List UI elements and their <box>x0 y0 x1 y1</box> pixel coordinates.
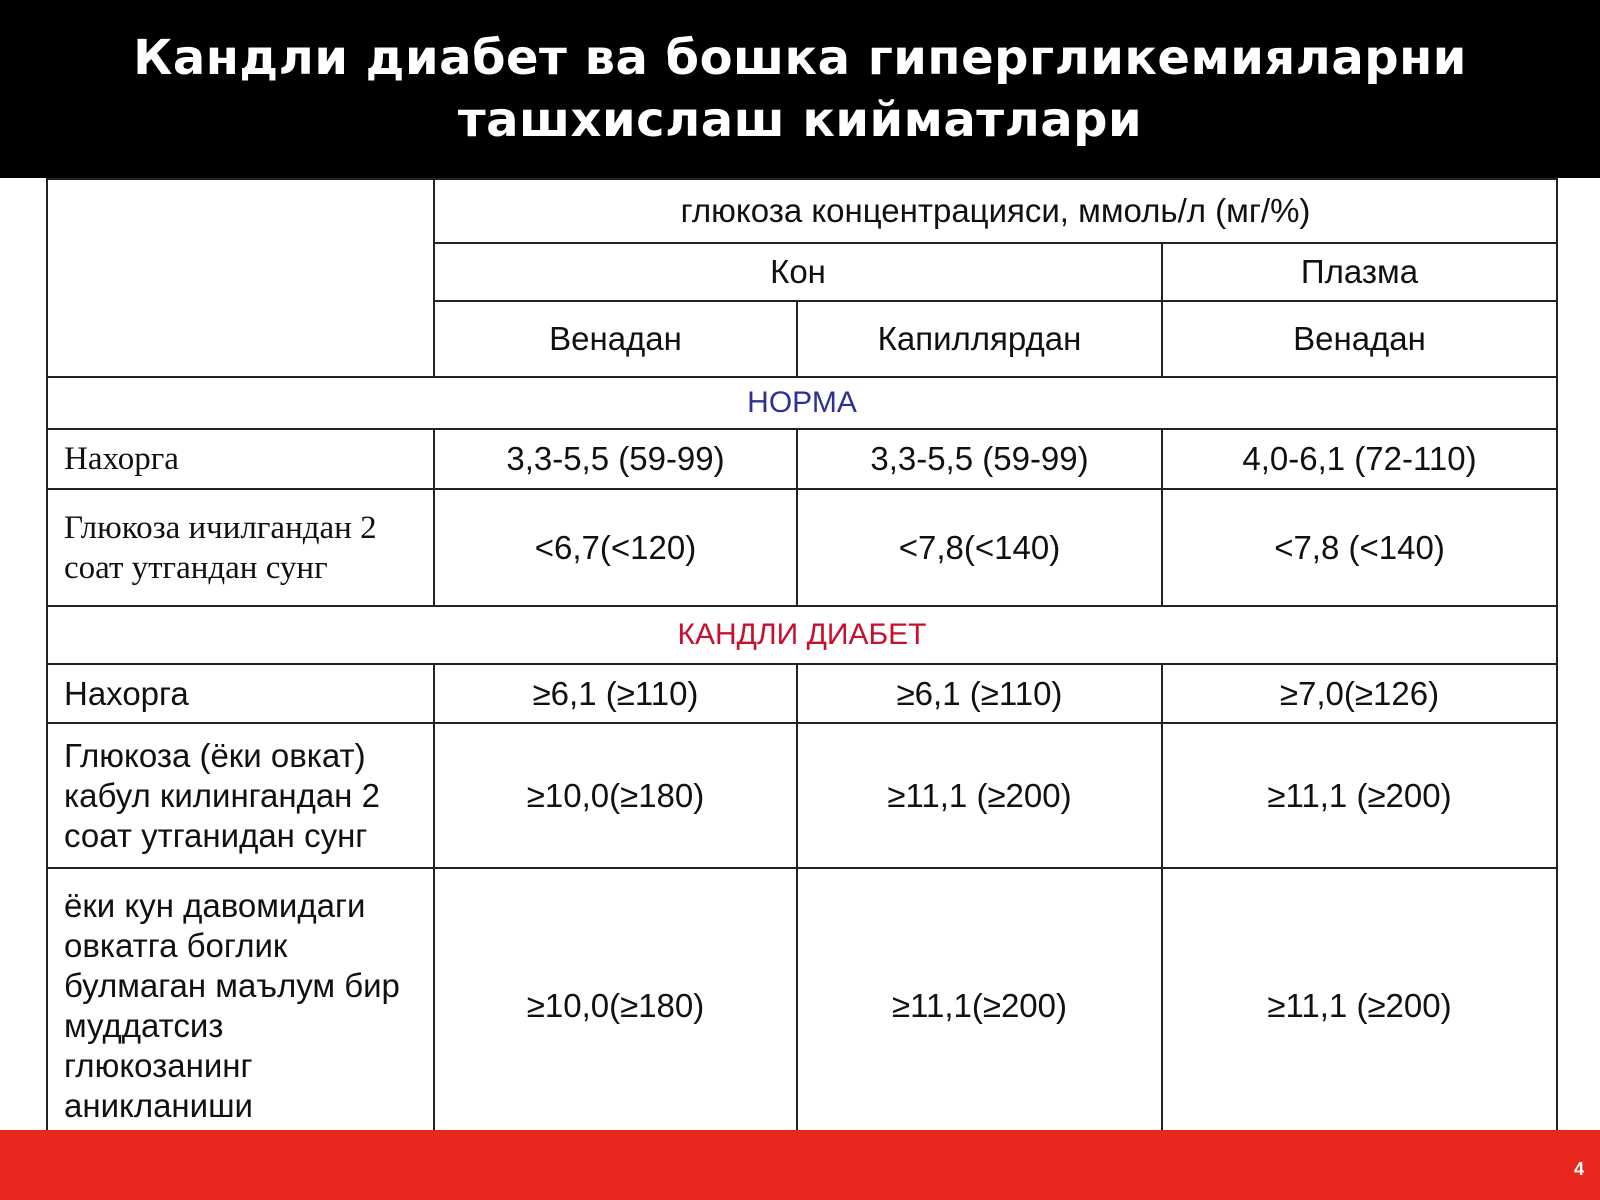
header-blood-capillary: Капиллярдан <box>797 301 1162 377</box>
cell-plasma-venous: <7,8 (<140) <box>1162 489 1557 606</box>
page-number: 4 <box>1573 1159 1584 1179</box>
cell-blood-venous: <6,7(<120) <box>434 489 797 606</box>
header-plasma-venous: Венадан <box>1162 301 1557 377</box>
slide-title-line-2: ташхислаш кийматлари <box>457 92 1143 148</box>
header-concentration: глюкоза концентрацияси, ммоль/л (мг/%) <box>434 179 1557 243</box>
cell-blood-venous: ≥6,1 (≥110) <box>434 664 797 723</box>
cell-blood-capillary: ≥11,1 (≥200) <box>797 723 1162 868</box>
row-label: Нахорга <box>47 429 434 489</box>
table-row <box>47 868 1557 1143</box>
row-label: Глюкоза (ёки овкат) кабул килингандан 2 соат утганидан сунг <box>47 723 434 868</box>
row-label: Нахорга <box>47 664 434 723</box>
table-row <box>47 723 1557 868</box>
diagnostic-values-table <box>46 178 1558 1144</box>
cell-plasma-venous: ≥7,0(≥126) <box>1162 664 1557 723</box>
row-label: Глюкоза ичилгандан 2 соат утгандан сунг <box>47 489 434 606</box>
header-blood: Кон <box>434 243 1162 301</box>
header-row-concentration <box>47 179 1557 243</box>
table-row <box>47 429 1557 489</box>
table-row <box>47 489 1557 606</box>
section-row-diabetes <box>47 606 1557 664</box>
section-norm-label: НОРМА <box>47 377 1557 429</box>
header-plasma: Плазма <box>1162 243 1557 301</box>
cell-plasma-venous: ≥11,1 (≥200) <box>1162 723 1557 868</box>
header-corner-empty <box>47 179 434 377</box>
cell-plasma-venous: 4,0-6,1 (72-110) <box>1162 429 1557 489</box>
cell-blood-capillary: ≥6,1 (≥110) <box>797 664 1162 723</box>
slide-title-line-1: Кандли диабет ва бошка гипергликемияларни <box>133 30 1467 86</box>
row-label: ёки кун давомидаги овкатга боглик булмаган маълум бир муддатсиз глюкозанинг аникланиши <box>47 868 434 1143</box>
table-row <box>47 664 1557 723</box>
cell-blood-capillary: 3,3-5,5 (59-99) <box>797 429 1162 489</box>
cell-blood-venous: ≥10,0(≥180) <box>434 868 797 1143</box>
title-bar <box>0 0 1600 178</box>
section-row-norm <box>47 377 1557 429</box>
cell-blood-capillary: <7,8(<140) <box>797 489 1162 606</box>
header-blood-venous: Венадан <box>434 301 797 377</box>
cell-blood-venous: ≥10,0(≥180) <box>434 723 797 868</box>
section-diabetes-label: КАНДЛИ ДИАБЕТ <box>47 606 1557 664</box>
cell-plasma-venous: ≥11,1 (≥200) <box>1162 868 1557 1143</box>
footer-bar <box>0 1130 1600 1200</box>
cell-blood-capillary: ≥11,1(≥200) <box>797 868 1162 1143</box>
cell-blood-venous: 3,3-5,5 (59-99) <box>434 429 797 489</box>
